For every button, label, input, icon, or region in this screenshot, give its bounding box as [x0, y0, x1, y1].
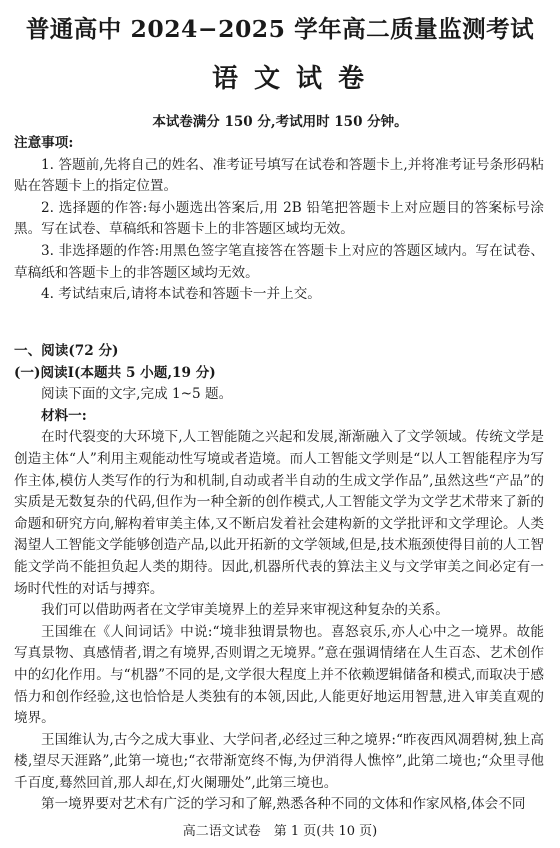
section-heading: 一、阅读(72 分) — [14, 343, 119, 359]
notice-item: 1. 答题前,先将自己的姓名、准考证号填写在试卷和答题卡上,并将准考证号条形码粘贴在答题卡上的指定位置。 — [14, 156, 544, 195]
subject-title: 语文试卷 — [211, 64, 380, 94]
score-note: 本试卷满分 150 分,考试用时 150 分钟。 — [152, 114, 408, 130]
notice-heading: 注意事项: — [14, 135, 74, 151]
passage-paragraph: 在时代裂变的大环境下,人工智能随之兴起和发展,渐渐融入了文学领域。传统文学是创造主体“人”利用主观能动性写境或者造境。而人工智能文学则是“以人工智能程序为写作主体,模仿人类写作的行为和机制,自动或者半自动的生成文学作品”,虽然这些“产品”的实质是无数复杂的代码,但作为一种全新的创作模式,人工智能文学为文学艺术带来了新的命题和研究方向,解构着审美主体,又不断启发着社会建构新的文学批评和文学理论。人类渴望人工智能文学能够创造产品,以此开拓新的文学领域,但是,技术瓶颈使得目前的人工智能文学尚不能担负起人类的期待。因此,机器所代表的算法主义与文学审美之间必定有一场时代性的对话与搏弈。 — [14, 429, 544, 597]
notice-item: 3. 非选择题的作答:用黑色签字笔直接答在答题卡上对应的答题区域内。写在试卷、草稿纸和答题卡上的非答题区域均无效。 — [14, 242, 544, 281]
passage-paragraph: 我们可以借助两者在文学审美境界上的差异来审视这种复杂的关系。 — [41, 602, 449, 619]
reading-instruction: 阅读下面的文字,完成 1~5 题。 — [41, 386, 233, 403]
notice-item: 2. 选择题的作答:每小题选出答案后,用 2B 铅笔把答题卡上对应题目的答案标号涂黑。写在试卷、草稿纸和答题卡上的非答题区域均无效。 — [14, 199, 544, 238]
passage-paragraph: 王国维认为,古今之成大事业、大学问者,必经过三种之境界:“昨夜西风凋碧树,独上高楼,望尽天涯路”,此第一境也;“衣带渐宽终不悔,为伊消得人憔悴”,此第二境也;“众里寻他千百度,蓦然回首,那人却在,灯火阑珊处”,此第三境也。 — [14, 731, 544, 791]
notice-item: 4. 考试结束后,请将本试卷和答题卡一并上交。 — [41, 286, 321, 303]
passage-paragraph: 王国维在《人间词话》中说:“境非独谓景物也。喜怒哀乐,亦人心中之一境界。故能写真景物、真感情者,谓之有境界,否则谓之无境界。”意在强调情绪在人生百态、艺术创作中的幻化作用。与“机器”不同的是,文学很大程度上并不依赖逻辑储备和模式,而取决于感悟力和创作经验,这也恰恰是人类独有的本领,因此,人能更好地运用智慧,进入审美直观的境界。 — [14, 623, 544, 727]
reading-section — [14, 341, 544, 816]
material-label: 材料一: — [41, 407, 87, 424]
exam-title: 普通高中 2024−2025 学年高二质量监测考试 — [25, 15, 535, 43]
notice-section — [14, 133, 544, 306]
page-footer: 高二语文试卷 第 1 页(共 10 页) — [182, 824, 378, 839]
section-subheading: (一)阅读Ⅰ(本题共 5 小题,19 分) — [14, 364, 216, 381]
passage-paragraph: 第一境界要对艺术有广泛的学习和了解,熟悉各种不同的文体和作家风格,体会不同 — [41, 796, 526, 813]
